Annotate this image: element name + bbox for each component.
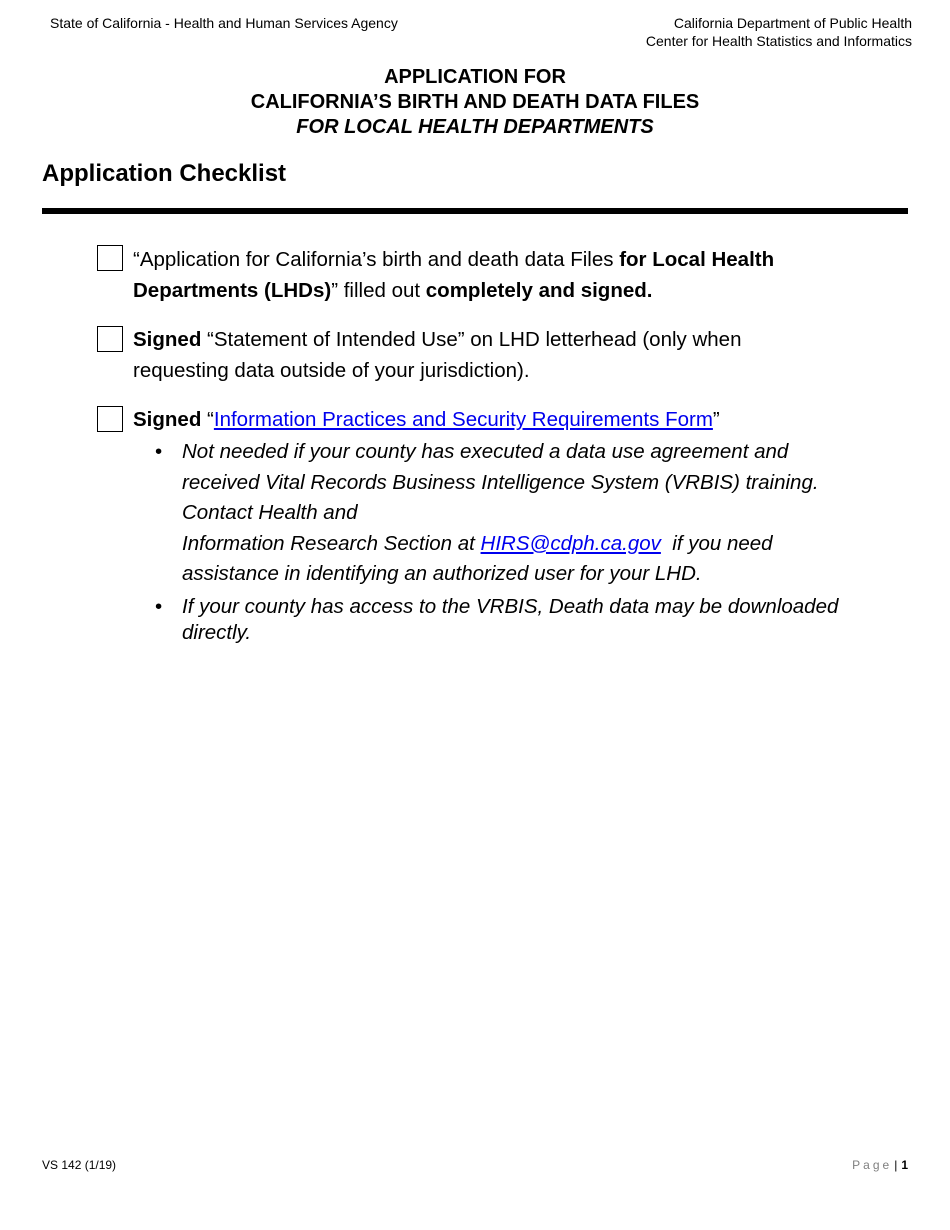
checklist-checkbox-application[interactable]	[97, 245, 123, 271]
bullet1-line4	[182, 529, 895, 560]
bullet2-line1: If your county has access to the VRBIS, Death data may be downloaded	[182, 594, 839, 618]
bullet-item-vrbis-access	[155, 594, 895, 646]
bullet-icon: •	[155, 440, 163, 463]
heading-divider	[42, 208, 908, 214]
department-header	[646, 14, 912, 50]
item3-close-quote: ”	[712, 408, 720, 431]
center-name: Center for Health Statistics and Informatics	[645, 33, 912, 49]
page-separator: |	[894, 1158, 898, 1172]
bullet-item-not-needed	[155, 437, 895, 590]
checklist-checkbox-security-form[interactable]	[97, 406, 123, 432]
item1-text-a: “Application for California’s birth and death data Files	[133, 248, 620, 271]
bullet1-line3: Contact Health and	[182, 501, 358, 524]
item1-text-b: ” filled out	[331, 278, 426, 302]
page-number: 1	[901, 1158, 908, 1172]
title-line-2: CALIFORNIA’S BIRTH AND DEATH DATA FILES	[250, 91, 700, 113]
item2-text-a: “Statement of Intended Use” on LHD letterhead (only when	[201, 328, 742, 351]
item1-bold-c: completely and signed.	[425, 278, 653, 302]
item2-bold: Signed	[133, 328, 202, 351]
title-line-1: APPLICATION FOR	[384, 66, 566, 88]
checklist-checkbox-statement[interactable]	[97, 326, 123, 352]
agency-header: State of California - Health and Human Services Agency	[50, 15, 398, 31]
security-form-notes	[155, 437, 895, 646]
title-line-3: FOR LOCAL HEALTH DEPARTMENTS	[296, 116, 654, 138]
item3-bold: Signed	[133, 408, 202, 431]
item2-text-b: requesting data outside of your jurisdiction).	[133, 358, 530, 382]
checklist-item-application	[133, 245, 873, 306]
page-label: Page	[852, 1158, 893, 1172]
item1-bold-a: for Local Health	[619, 248, 775, 271]
security-form-link[interactable]: Information Practices and Security Requirements Form	[213, 408, 713, 431]
bullet1-line5: assistance in identifying an authorized user for your LHD.	[182, 562, 702, 585]
bullet1-line4-post: if you need	[660, 531, 773, 555]
item3-open-quote: “	[201, 408, 214, 431]
department-name: California Department of Public Health	[673, 15, 912, 31]
bullet1-line2: received Vital Records Business Intelligence System (VRBIS) training.	[182, 470, 819, 494]
bullet2-line2: directly.	[182, 620, 252, 644]
checklist-item-security-form	[133, 405, 873, 436]
bullet1-line4-pre: Information Research Section at	[182, 531, 481, 555]
section-heading: Application Checklist	[42, 160, 287, 187]
document-title	[0, 65, 950, 140]
page-indicator	[852, 1157, 908, 1173]
checklist-item-statement	[133, 325, 873, 386]
item1-bold-b: Departments (LHDs)	[133, 278, 332, 302]
bullet1-line1: Not needed if your county has executed a data use agreement and	[182, 440, 789, 463]
bullet-icon: •	[155, 594, 163, 618]
hirs-email-link[interactable]: HIRS@cdph.ca.gov	[480, 531, 661, 555]
form-id: VS 142 (1/19)	[42, 1158, 117, 1172]
